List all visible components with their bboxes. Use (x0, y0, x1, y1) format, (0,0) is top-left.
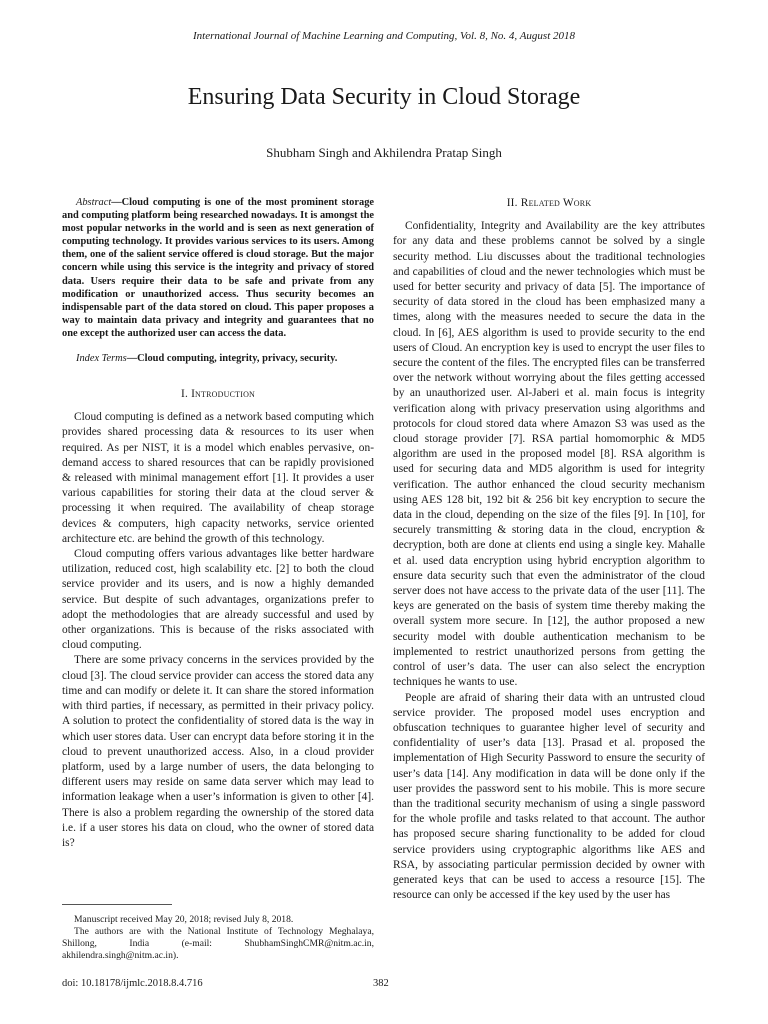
abstract-label: Abstract (76, 197, 112, 208)
section-number: I. (180, 388, 188, 401)
doi: doi: 10.18178/ijmlc.2018.8.4.716 (62, 978, 203, 989)
paper-title: Ensuring Data Security in Cloud Storage (187, 84, 581, 110)
section-title: Related Work (520, 197, 592, 209)
paper-authors: Shubham Singh and Akhilendra Pratap Singh (266, 145, 502, 160)
footnote (62, 914, 374, 962)
footnote-divider (62, 904, 172, 905)
footnote-line: The authors are with the National Institute of Technology Meghalaya, Shillong, India (e-mail: ShubhamSinghCMR@nitm.ac.in, akhilendra.singh@nitm.ac.in). (62, 926, 374, 961)
related-paragraph-1: Confidentiality, Integrity and Availability are the key attributes for any data and these problems cannot be solved by a single security method. Liu discusses about the traditional technologies and capabilities of cloud and the newer technologies which must be used for better security and privacy of data [5]. The importance of security of data stored in the cloud has been emphasized many a times, along with the measures needed to secure the data in the cloud. In [6], AES algorithm is used to provide security to the end users of Cloud. An encryption key is used to encrypt the user files to secure the content of the files. The encrypted files can be transferred over the network without worrying about the files getting accessed by an unauthorized user. Al-Jaberi et al. main focus is integrity verification along with privacy preservation using algorithms and protocols for cloud stored data where Amazon S3 was used as the cloud storage provider [7]. RSA partial homomorphic & MD5 algorithm are used in the proposed model [8]. RSA algorithm is used for securing data and MD5 algorithm is used for integrity verification. The author enhanced the cloud security mechanism using AES 128 bit, 192 bit & 256 bit key encryption to secure the data in the cloud, depending on the size of the files [9]. In [10], for securely transmitting & storing data in the cloud, encryption & decryption, both are done at clients end using a single key. Mahalle et al. used data encryption using hybrid encryption algorithm to ensure data security such that even the administrator of the cloud server does not have access to the private data of the user [11]. The keys are generated on the basis of system time thereby making the overall system more secure. In [12], the author proposed a new security model with double authentication mechanism to be implemented to restrict unauthorized persons from getting the control of user’s data. The user can also select the encryption techniques he wants to use. (393, 220, 705, 689)
abstract-text: —Cloud computing is one of the most prominent storage and computing platform being researched nowadays. It is amongst the most popular networks in the world and is seen as next generation of computing technology. It provides various services to its users. Among them, one of the salient service offered is cloud storage. But the major concern while using this service is the integrity and privacy of stored data. Users require their data to be safe and private from any modification or unauthorized access. Thus security becomes an indispensable part of the data stored on cloud. This paper proposes a way to maintain data privacy and integrity and guarantees that no one except the authorized user can access the data. (62, 197, 374, 339)
intro-paragraph-2: Cloud computing offers various advantages like better hardware utilization, reduced cost, high scalability etc. [2] to both the cloud service provider and its users, and is now a highly demanded service. But despite of such advantages, organizations prefer to adopt the methodologies that are already successful and used by other organizations. This is because of the risks associated with cloud computing. (62, 548, 374, 652)
left-column (62, 196, 374, 851)
footnote-line: Manuscript received May 20, 2018; revised July 8, 2018. (74, 914, 294, 925)
related-paragraph-2: People are afraid of sharing their data with an untrusted cloud service provider. The proposed model uses encryption and obfuscation techniques to guarantee higher level of security and confidentiality of user’s data [13]. Prasad et al. proposed the implementation of High Security Password to ensure the security of user’s data [14]. Any modification in data will be done only if the user provides the password sent to his mobile. This is more secure than the traditional security mechanism of using a single password for the whole profile and tasks related to that account. The author has proposed secure sharing functionality to be added for cloud service providers using cryptographic algorithms like AES and RSA, by associating particular permission decided by owner with generated keys that can be used to access a resource [15]. The resource can only be accessed if the key used by the user has (393, 691, 705, 902)
index-terms (62, 352, 374, 365)
right-column (393, 196, 705, 903)
section-heading-introduction (62, 387, 374, 402)
journal-header: International Journal of Machine Learning and Computing, Vol. 8, No. 4, August 2018 (192, 30, 576, 42)
section-heading-related-work (393, 196, 705, 211)
index-terms-label: Index Terms (76, 353, 127, 365)
index-terms-text: —Cloud computing, integrity, privacy, security. (126, 353, 338, 365)
page-number: 382 (373, 978, 389, 989)
intro-paragraph-3: There are some privacy concerns in the services provided by the cloud [3]. The cloud service provider can access the stored data any time and can modify or delete it. It can share the stored information with third parties, if necessary, as permitted in their privacy policy. A solution to protect the confidentiality of stored data is the way in which user stores data. User can encrypt data before storing it in the cloud to prevent unauthorized access. Also, in a cloud provider platform, used by a large number of users, the data belonging to different users may reside on same data server which may lead to information leakage when a user’s information is given to other [4]. There is also a problem regarding the ownership of the stored data i.e. if a user stores his data on cloud, who the owner of stored data is? (62, 654, 374, 849)
abstract (62, 196, 374, 340)
section-number: II. (506, 197, 518, 209)
section-title: Introduction (191, 388, 256, 401)
intro-paragraph-1: Cloud computing is defined as a network based computing which provides shared processing data & resources to its user when required. As per NIST, it is a model which enables pervasive, on-demand access to shared resources that can be rapidly provisioned & released with minimal management effort [1]. It provides a user various capabilities for storing their data at the cloud server & processing it when required. The availability of cheap storage devices & computers, high capacity networks, service oriented architecture etc. are behind the growth of this technology. (62, 411, 374, 545)
